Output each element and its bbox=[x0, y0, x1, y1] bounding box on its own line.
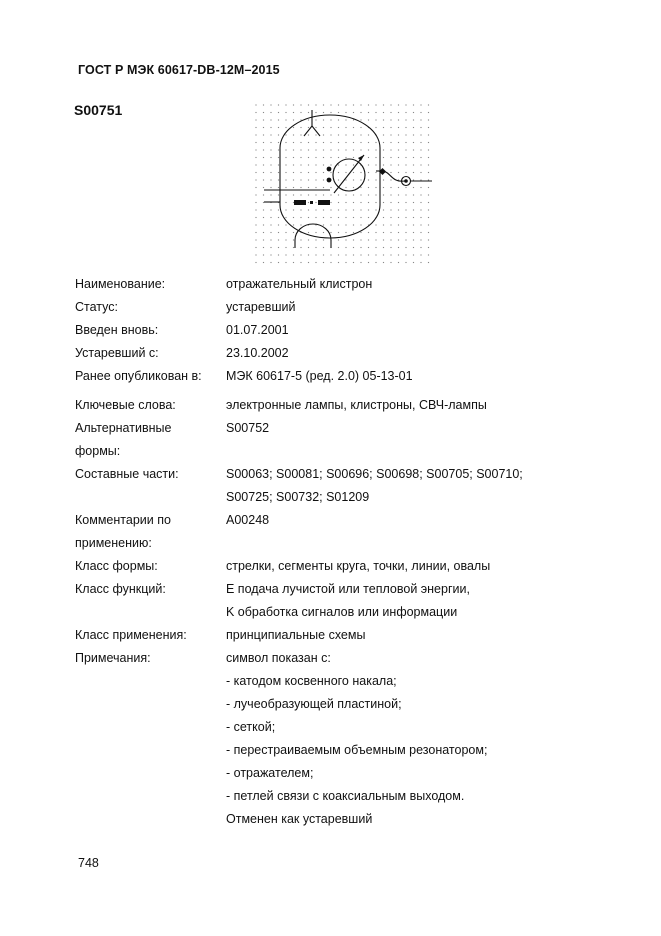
field-label: Составные части: bbox=[75, 467, 179, 481]
field-value: - отражателем; bbox=[226, 766, 314, 780]
field-label: Наименование: bbox=[75, 277, 166, 291]
field-label: Ключевые слова: bbox=[75, 398, 176, 412]
field-value: стрелки, сегменты круга, точки, линии, овалы bbox=[226, 559, 491, 573]
field-label: Класс функций: bbox=[75, 582, 166, 596]
field-value: - петлей связи с коаксиальным выходом. bbox=[226, 789, 465, 803]
document-header: ГОСТ Р МЭК 60617-DB-12M–2015 bbox=[78, 63, 280, 77]
field-value: принципиальные схемы bbox=[226, 628, 366, 642]
field-value: МЭК 60617-5 (ред. 2.0) 05-13-01 bbox=[226, 369, 413, 383]
field-value: - перестраиваемым объемным резонатором; bbox=[226, 743, 488, 757]
reflex-klystron-symbol bbox=[250, 100, 440, 270]
field-value: S00063; S00081; S00696; S00698; S00705; S00710; bbox=[226, 467, 523, 481]
field-value: - катодом косвенного накала; bbox=[226, 674, 397, 688]
field-value: отражательный клистрон bbox=[226, 277, 373, 291]
field-value: электронные лампы, клистроны, СВЧ-лампы bbox=[226, 398, 487, 412]
field-label: применению: bbox=[75, 536, 152, 550]
field-label: Ранее опубликован в: bbox=[75, 369, 202, 383]
field-label: Альтернативные bbox=[75, 421, 172, 435]
field-value: символ показан с: bbox=[226, 651, 331, 665]
field-label: Класс формы: bbox=[75, 559, 158, 573]
field-value: S00725; S00732; S01209 bbox=[226, 490, 370, 504]
field-label: Устаревший с: bbox=[75, 346, 159, 360]
field-label: формы: bbox=[75, 444, 121, 458]
page-number: 748 bbox=[78, 856, 99, 870]
field-value: - лучеобразующей пластиной; bbox=[226, 697, 402, 711]
field-value: устаревший bbox=[226, 300, 296, 314]
field-value: Отменен как устаревший bbox=[226, 812, 373, 826]
field-label: Введен вновь: bbox=[75, 323, 159, 337]
field-value: K обработка сигналов или информации bbox=[226, 605, 458, 619]
field-value: 01.07.2001 bbox=[226, 323, 289, 337]
field-value: A00248 bbox=[226, 513, 270, 527]
field-value: E подача лучистой или тепловой энергии, bbox=[226, 582, 470, 596]
field-label: Статус: bbox=[75, 300, 118, 314]
field-label: Класс применения: bbox=[75, 628, 187, 642]
field-value: 23.10.2002 bbox=[226, 346, 289, 360]
field-label: Комментарии по bbox=[75, 513, 171, 527]
field-value: S00752 bbox=[226, 421, 270, 435]
symbol-code: S00751 bbox=[74, 102, 123, 118]
field-label: Примечания: bbox=[75, 651, 151, 665]
field-value: - сеткой; bbox=[226, 720, 276, 734]
